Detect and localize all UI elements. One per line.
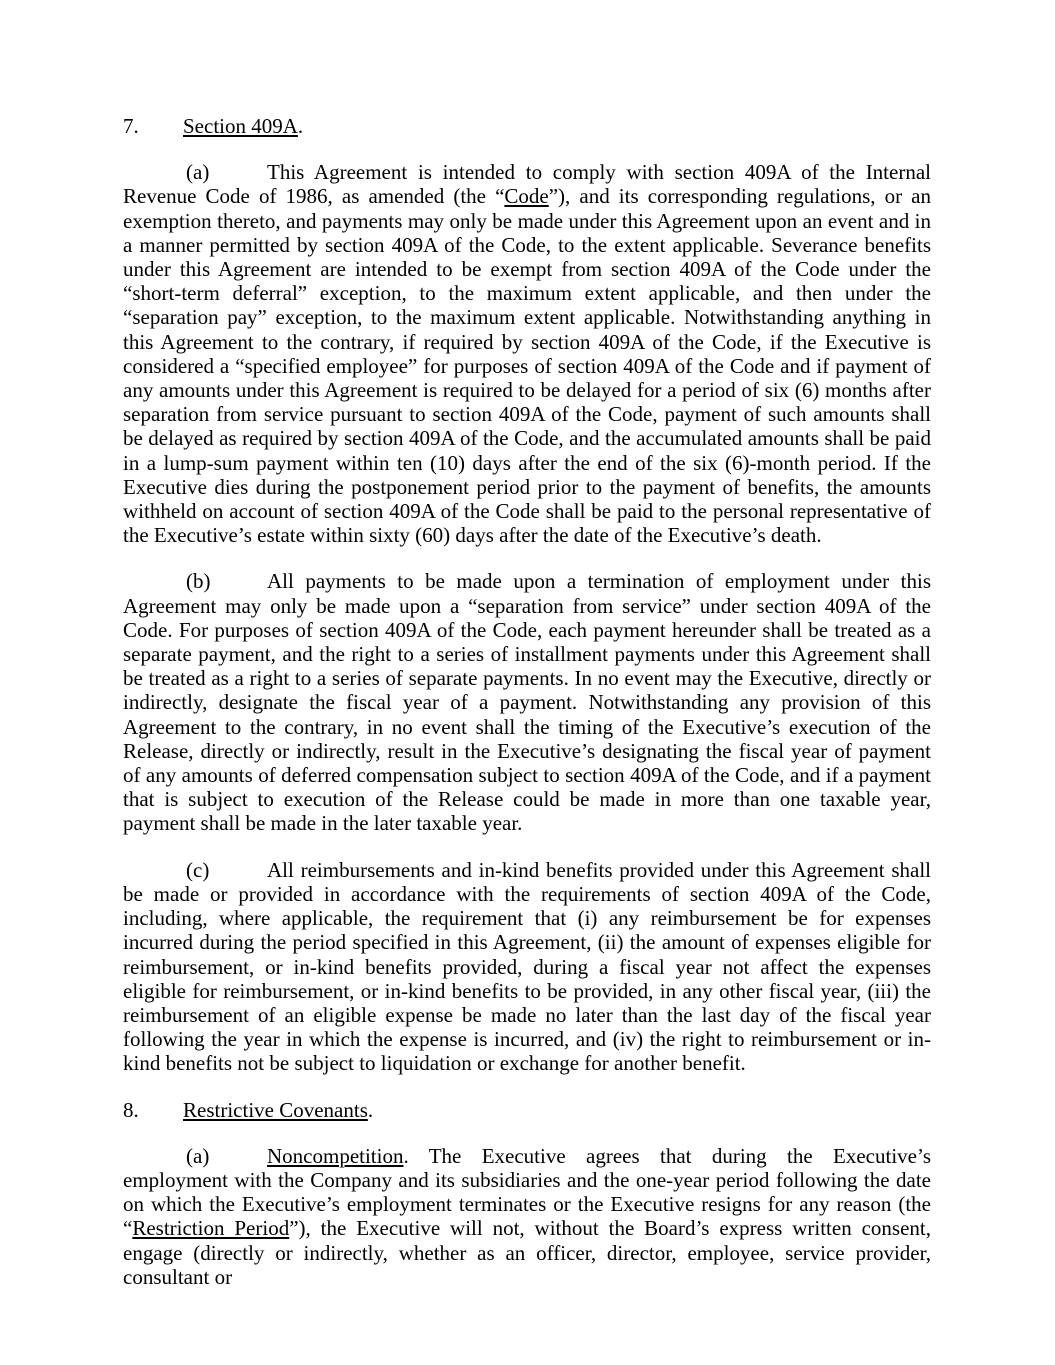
paragraph-7a <box>123 160 931 547</box>
paragraph-7b-text: All payments to be made upon a termination of employment under this Agreement may only be made upon a “separation from service” under section 409A of the Code. For purposes of section 409A of the Code, each payment hereunder shall be treated as a separate payment, and the right to a series of installment payments under this Agreement shall be treated as a right to a series of separate payments. In no event may the Executive, directly or indirectly, designate the fiscal year of a payment. Notwithstanding any provision of this Agreement to the contrary, in no event shall the timing of the Executive’s execution of the Release, directly or indirectly, result in the Executive’s designating the fiscal year of payment of any amounts of deferred compensation subject to section 409A of the Code, and if a payment that is subject to execution of the Release could be made in more than one taxable year, payment shall be made in the later taxable year. <box>123 569 931 836</box>
section-7-title-period: . <box>297 114 304 138</box>
paragraph-8a-label: (a) <box>186 1143 210 1168</box>
paragraph-8a <box>123 1144 931 1289</box>
paragraph-7a-text-post: ”), and its corresponding regulations, or an exemption thereto, and payments may only be made under this Agreement upon an event and in a manner permitted by section 409A of the Code, to the extent applicable. Severance benefits under this Agreement are intended to be exempt from section 409A of the Code under the “short-term deferral” exception, to the maximum extent applicable, and then under the “separation pay” exception, to the maximum extent applicable. Notwithstanding anything in this Agreement to the contrary, if required by section 409A of the Code, if the Executive is considered a “specified employee” for purposes of section 409A of the Code and if payment of any amounts under this Agreement is required to be delayed for a period of six (6) months after separation from service pursuant to section 409A of the Code, payment of such amounts shall be delayed as required by section 409A of the Code, and the accumulated amounts shall be paid in a lump-sum payment within ten (10) days after the end of the six (6)-month period. If the Executive dies during the postponement period prior to the payment of benefits, the amounts withheld on account of section 409A of the Code shall be paid to the personal representative of the Executive’s estate within sixty (60) days after the date of the Executive’s death. <box>123 184 931 548</box>
section-8-number: 8. <box>123 1097 139 1122</box>
paragraph-7b-label: (b) <box>186 569 211 594</box>
paragraph-7c-label: (c) <box>186 857 210 882</box>
paragraph-8a-text-post: ”), the Executive will not, without the Board’s express written consent, engage (directly or indirectly, whether as an officer, director, employee, service provider, consultant or <box>123 1216 931 1289</box>
restriction-period-term: Restriction Period <box>132 1216 290 1241</box>
paragraph-7c <box>123 858 931 1076</box>
section-7-title: Section 409A <box>183 114 298 138</box>
section-7-heading <box>123 114 931 138</box>
paragraph-8a-text-mid: . The Executive agrees that during the Executive’s employment with the Company and its subsidiaries and the one-year period following the date on which the Executive’s employment terminates or the Executive resigns for any reason (the “ <box>123 1143 931 1241</box>
paragraph-7c-text: All reimbursements and in-kind benefits provided under this Agreement shall be made or provided in accordance with the requirements of section 409A of the Code, including, where applicable, the requirement that (i) any reimbursement be for expenses incurred during the period specified in this Agreement, (ii) the amount of expenses eligible for reimbursement, or in-kind benefits provided, during a fiscal year not affect the expenses eligible for reimbursement, or in-kind benefits to be provided, in any other fiscal year, (iii) the reimbursement of an eligible expense be made no later than the last day of the fiscal year following the year in which the expense is incurred, and (iv) the right to reimbursement or in-kind benefits not be subject to liquidation or exchange for another benefit. <box>123 857 931 1076</box>
paragraph-7a-text-pre: This Agreement is intended to comply with section 409A of the Internal Revenue Code of 1986, as amended (the “ <box>123 160 931 209</box>
paragraph-7b <box>123 569 931 835</box>
section-8-title-period: . <box>367 1097 374 1122</box>
section-7-number: 7. <box>123 114 139 138</box>
section-8-title: Restrictive Covenants <box>183 1097 368 1122</box>
code-term: Code <box>504 184 549 209</box>
section-8-heading <box>123 1098 931 1122</box>
noncompetition-term: Noncompetition <box>267 1143 404 1168</box>
paragraph-7a-label: (a) <box>186 160 210 185</box>
